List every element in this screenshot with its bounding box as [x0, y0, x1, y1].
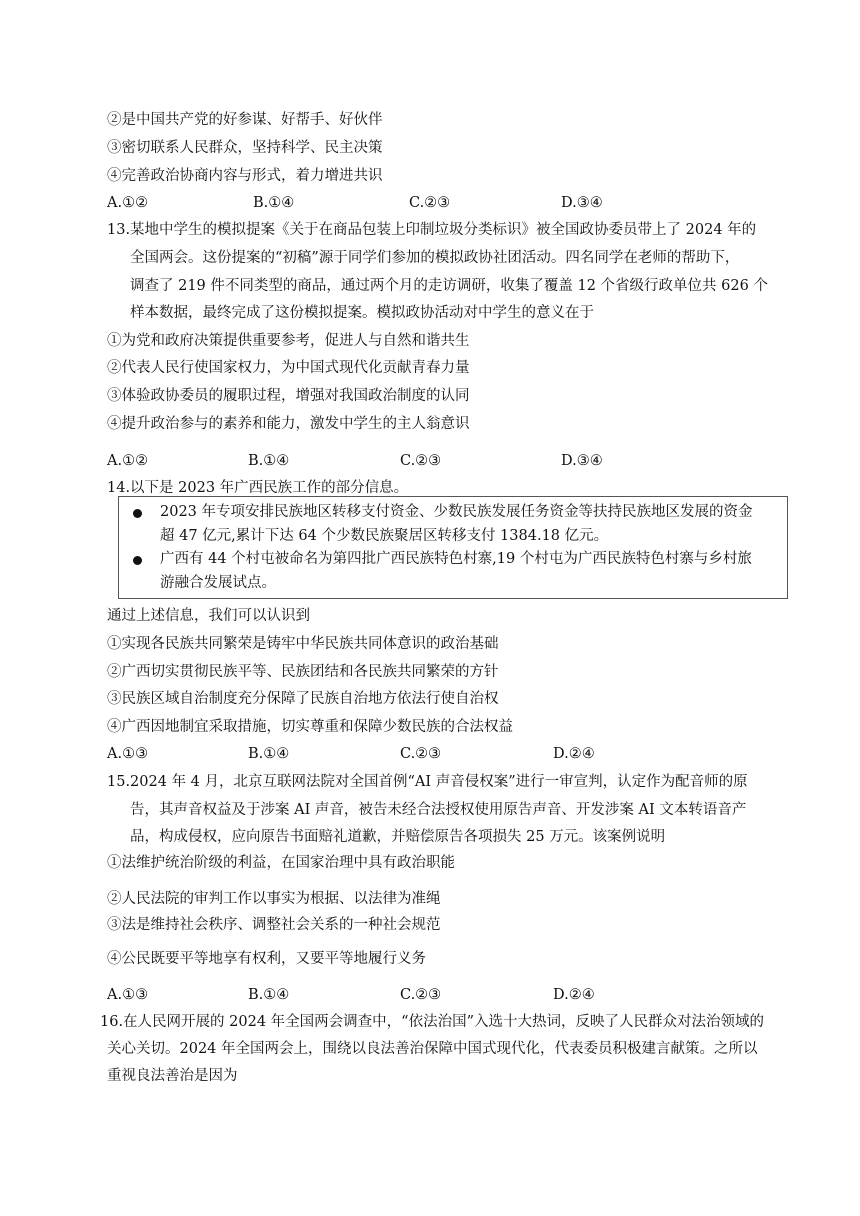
- q13-statement-1: ①为党和政府决策提供重要参考，促进人与自然和谐共生: [107, 333, 470, 349]
- q12-option-a: A.①②: [107, 195, 149, 211]
- q15-statement-3: ③法是维持社会秩序、调整社会关系的一种社会规范: [107, 917, 441, 933]
- q15-statement-4: ④公民既要平等地享有权利，又要平等地履行义务: [107, 951, 426, 967]
- q12-statement-2: ②是中国共产党的好参谋、好帮手、好伙伴: [107, 112, 383, 128]
- q13-option-c: C.②③: [400, 453, 442, 469]
- q16-stem-line-3: 重视良法善治是因为: [107, 1068, 238, 1084]
- q15-statement-2: ②人民法院的审判工作以事实为根据、以法律为准绳: [107, 891, 441, 907]
- q14-statement-1: ①实现各民族共同繁荣是铸牢中华民族共同体意识的政治基础: [107, 636, 499, 652]
- q14-stem: 14.以下是 2023 年广西民族工作的部分信息。: [107, 480, 409, 496]
- q13-statement-3: ③体验政协委员的履职过程，增强对我国政治制度的认同: [107, 388, 470, 404]
- q15-stem-line-2: 告，其声音权益及于涉案 AI 声音，被告未经合法授权使用原告声音、开发涉案 AI 文本转语音产: [130, 802, 747, 818]
- q13-stem-line-1: 13.某地中学生的模拟提案《关于在商品包装上印制垃圾分类标识》被全国政协委员带上了 2024 年的: [107, 222, 757, 238]
- q14-box-item-2-line-2: 游融合发展试点。: [160, 575, 276, 591]
- q16-stem-line-2: 关心关切。2024 年全国两会上，围绕以良法善治保障中国式现代化，代表委员积极建言献策。之所以: [107, 1041, 758, 1057]
- q14-lead: 通过上述信息，我们可以认识到: [107, 608, 310, 624]
- q14-box-item-2-line-1: 广西有 44 个村屯被命名为第四批广西民族特色村寨,19 个村屯为广西民族特色村寨与乡村旅: [160, 551, 752, 567]
- q13-option-b: B.①④: [248, 453, 290, 469]
- q14-statement-2: ②广西切实贯彻民族平等、民族团结和各民族共同繁荣的方针: [107, 664, 499, 680]
- q13-option-d: D.③④: [561, 453, 603, 469]
- q13-option-a: A.①②: [107, 453, 149, 469]
- q15-option-b: B.①④: [248, 987, 290, 1003]
- q14-box-item-1-line-1: 2023 年专项安排民族地区转移支付资金、少数民族发展任务资金等扶持民族地区发展的资金: [160, 504, 753, 520]
- q15-option-d: D.②④: [553, 987, 595, 1003]
- q15-option-c: C.②③: [400, 987, 442, 1003]
- q15-option-a: A.①③: [107, 987, 149, 1003]
- q14-info-box: [118, 496, 788, 599]
- q12-option-b: B.①④: [253, 195, 295, 211]
- q13-stem-line-4: 样本数据，最终完成了这份模拟提案。模拟政协活动对中学生的意义在于: [130, 305, 594, 321]
- q12-option-d: D.③④: [561, 195, 603, 211]
- q12-statement-4: ④完善政治协商内容与形式，着力增进共识: [107, 168, 383, 184]
- q14-option-c: C.②③: [400, 746, 442, 762]
- q14-option-b: B.①④: [248, 746, 290, 762]
- q13-statement-2: ②代表人民行使国家权力，为中国式现代化贡献青春力量: [107, 360, 470, 376]
- bullet-icon: [133, 509, 142, 518]
- q16-stem-line-1: 16.在人民网开展的 2024 年全国两会调查中，“依法治国”入选十大热词，反映了人民群众对法治领域的: [100, 1014, 765, 1030]
- q14-option-a: A.①③: [107, 746, 149, 762]
- q14-statement-4: ④广西因地制宜采取措施，切实尊重和保障少数民族的合法权益: [107, 719, 513, 735]
- q15-statement-1: ①法维护统治阶级的利益，在国家治理中具有政治职能: [107, 855, 455, 871]
- bullet-icon: [133, 556, 142, 565]
- q13-statement-4: ④提升政治参与的素养和能力，激发中学生的主人翁意识: [107, 416, 470, 432]
- q12-statement-3: ③密切联系人民群众，坚持科学、民主决策: [107, 140, 383, 156]
- q15-stem-line-3: 品，构成侵权，应向原告书面赔礼道歉，并赔偿原告各项损失 25 万元。该案例说明: [130, 829, 666, 845]
- q14-option-d: D.②④: [553, 746, 595, 762]
- q13-stem-line-2: 全国两会。这份提案的“初稿”源于同学们参加的模拟政协社团活动。四名同学在老师的帮助下，: [130, 250, 740, 266]
- q13-stem-line-3: 调查了 219 件不同类型的商品，通过两个月的走访调研，收集了覆盖 12 个省级行政单位共 626 个: [130, 278, 768, 294]
- q12-option-c: C.②③: [409, 195, 451, 211]
- q15-stem-line-1: 15.2024 年 4 月，北京互联网法院对全国首例“AI 声音侵权案”进行一审宣判，认定作为配音师的原: [107, 774, 748, 790]
- q14-box-item-1-line-2: 超 47 亿元,累计下达 64 个少数民族聚居区转移支付 1384.18 亿元。: [160, 528, 609, 544]
- q14-statement-3: ③民族区域自治制度充分保障了民族自治地方依法行使自治权: [107, 691, 499, 707]
